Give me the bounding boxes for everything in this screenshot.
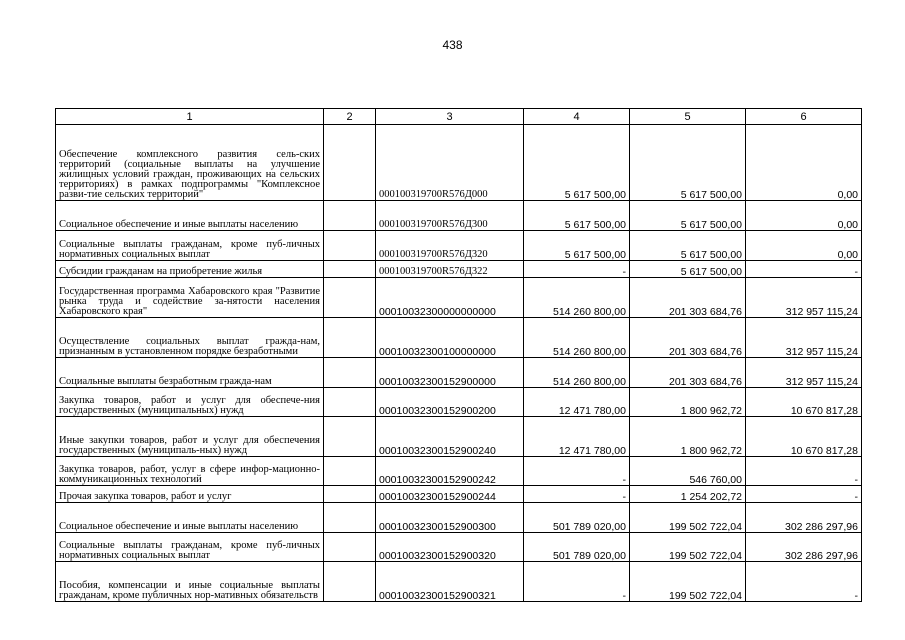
row-code: 00010032300152900244 [376, 486, 524, 503]
row-value-6: - [746, 562, 862, 602]
row-col2 [324, 125, 376, 201]
table-row [56, 318, 862, 358]
row-value-4: 12 471 780,00 [524, 388, 630, 417]
row-value-4: 5 617 500,00 [524, 201, 630, 231]
row-code: 00010032300100000000 [376, 318, 524, 358]
table-row [56, 358, 862, 388]
row-name: Государственная программа Хабаровского края "Развитие рынка труда и содействие за-нятости населения Хабаровского края" [56, 278, 324, 318]
row-value-4: 514 260 800,00 [524, 358, 630, 388]
row-col2 [324, 278, 376, 318]
row-value-6: 0,00 [746, 201, 862, 231]
table-row [56, 261, 862, 278]
row-value-6: 302 286 297,96 [746, 533, 862, 562]
row-value-6: - [746, 457, 862, 486]
row-name: Осуществление социальных выплат гражда-нам, признанным в установленном порядке безработными [56, 318, 324, 358]
row-value-6: 10 670 817,28 [746, 417, 862, 457]
row-value-5: 1 254 202,72 [630, 486, 746, 503]
row-value-5: 5 617 500,00 [630, 125, 746, 201]
table-row [56, 417, 862, 457]
row-value-5: 199 502 722,04 [630, 533, 746, 562]
row-name: Социальное обеспечение и иные выплаты населению [56, 503, 324, 533]
row-col2 [324, 486, 376, 503]
column-header-5: 5 [630, 109, 746, 125]
row-code: 00010032300000000000 [376, 278, 524, 318]
row-value-4: - [524, 261, 630, 278]
row-name: Прочая закупка товаров, работ и услуг [56, 486, 324, 503]
row-value-6: 312 957 115,24 [746, 318, 862, 358]
row-col2 [324, 562, 376, 602]
table-row [56, 278, 862, 318]
row-value-6: 312 957 115,24 [746, 278, 862, 318]
table-row [56, 457, 862, 486]
row-value-6: - [746, 261, 862, 278]
row-col2 [324, 417, 376, 457]
table-row [56, 201, 862, 231]
column-header-1: 1 [56, 109, 324, 125]
table-row [56, 125, 862, 201]
budget-table [55, 108, 862, 602]
row-name: Обеспечение комплексного развития сель-ских территорий (социальные выплаты на улучшение жилищных условий граждан, проживающих на сельских территориях) в рамках подпрограммы "Комплексное разви-тие сельских территорий" [56, 125, 324, 201]
column-header-2: 2 [324, 109, 376, 125]
row-value-5: 199 502 722,04 [630, 562, 746, 602]
row-code: 00010032300152900320 [376, 533, 524, 562]
table-row [56, 231, 862, 261]
row-col2 [324, 201, 376, 231]
row-name: Социальные выплаты гражданам, кроме пуб-личных нормативных социальных выплат [56, 533, 324, 562]
row-code: 00010032300152900240 [376, 417, 524, 457]
row-value-5: 5 617 500,00 [630, 201, 746, 231]
row-col2 [324, 388, 376, 417]
row-value-5: 201 303 684,76 [630, 278, 746, 318]
row-name: Социальное обеспечение и иные выплаты населению [56, 201, 324, 231]
row-value-4: 5 617 500,00 [524, 125, 630, 201]
row-value-5: 201 303 684,76 [630, 318, 746, 358]
row-value-4: - [524, 562, 630, 602]
row-col2 [324, 231, 376, 261]
row-code: 000100319700R576Д300 [376, 201, 524, 231]
column-header-3: 3 [376, 109, 524, 125]
row-value-4: 501 789 020,00 [524, 533, 630, 562]
row-code: 000100319700R576Д322 [376, 261, 524, 278]
table-row [56, 533, 862, 562]
row-name: Закупка товаров, работ и услуг для обеспече-ния государственных (муниципальных) нужд [56, 388, 324, 417]
row-value-5: 1 800 962,72 [630, 417, 746, 457]
row-value-4: 501 789 020,00 [524, 503, 630, 533]
column-header-4: 4 [524, 109, 630, 125]
row-value-6: 312 957 115,24 [746, 358, 862, 388]
table-row [56, 503, 862, 533]
row-col2 [324, 503, 376, 533]
row-value-5: 5 617 500,00 [630, 261, 746, 278]
row-code: 00010032300152900000 [376, 358, 524, 388]
row-code: 00010032300152900242 [376, 457, 524, 486]
row-value-4: - [524, 457, 630, 486]
row-name: Социальные выплаты гражданам, кроме пуб-личных нормативных социальных выплат [56, 231, 324, 261]
table-header-row [56, 109, 862, 125]
row-value-6: 302 286 297,96 [746, 503, 862, 533]
row-code: 00010032300152900300 [376, 503, 524, 533]
row-name: Пособия, компенсации и иные социальные выплаты гражданам, кроме публичных нор-мативных обязательств [56, 562, 324, 602]
row-col2 [324, 358, 376, 388]
row-value-5: 5 617 500,00 [630, 231, 746, 261]
row-code: 00010032300152900200 [376, 388, 524, 417]
row-value-4: 514 260 800,00 [524, 278, 630, 318]
row-code: 000100319700R576Д000 [376, 125, 524, 201]
row-value-5: 1 800 962,72 [630, 388, 746, 417]
page-number: 438 [442, 38, 463, 52]
row-value-6: - [746, 486, 862, 503]
row-value-5: 201 303 684,76 [630, 358, 746, 388]
row-value-4: 12 471 780,00 [524, 417, 630, 457]
row-value-4: 5 617 500,00 [524, 231, 630, 261]
row-name: Иные закупки товаров, работ и услуг для обеспечения государственных (муниципаль-ных) нужд [56, 417, 324, 457]
row-value-6: 0,00 [746, 125, 862, 201]
table-row [56, 562, 862, 602]
table-row [56, 388, 862, 417]
row-name: Социальные выплаты безработным гражда-нам [56, 358, 324, 388]
row-col2 [324, 261, 376, 278]
table-row [56, 486, 862, 503]
row-value-4: - [524, 486, 630, 503]
row-col2 [324, 318, 376, 358]
column-header-6: 6 [746, 109, 862, 125]
row-code: 000100319700R576Д320 [376, 231, 524, 261]
row-code: 00010032300152900321 [376, 562, 524, 602]
row-value-5: 546 760,00 [630, 457, 746, 486]
row-col2 [324, 457, 376, 486]
row-value-6: 10 670 817,28 [746, 388, 862, 417]
row-value-5: 199 502 722,04 [630, 503, 746, 533]
row-value-4: 514 260 800,00 [524, 318, 630, 358]
row-name: Закупка товаров, работ, услуг в сфере инфор-мационно-коммуникационных технологий [56, 457, 324, 486]
row-name: Субсидии гражданам на приобретение жилья [56, 261, 324, 278]
row-value-6: 0,00 [746, 231, 862, 261]
row-col2 [324, 533, 376, 562]
